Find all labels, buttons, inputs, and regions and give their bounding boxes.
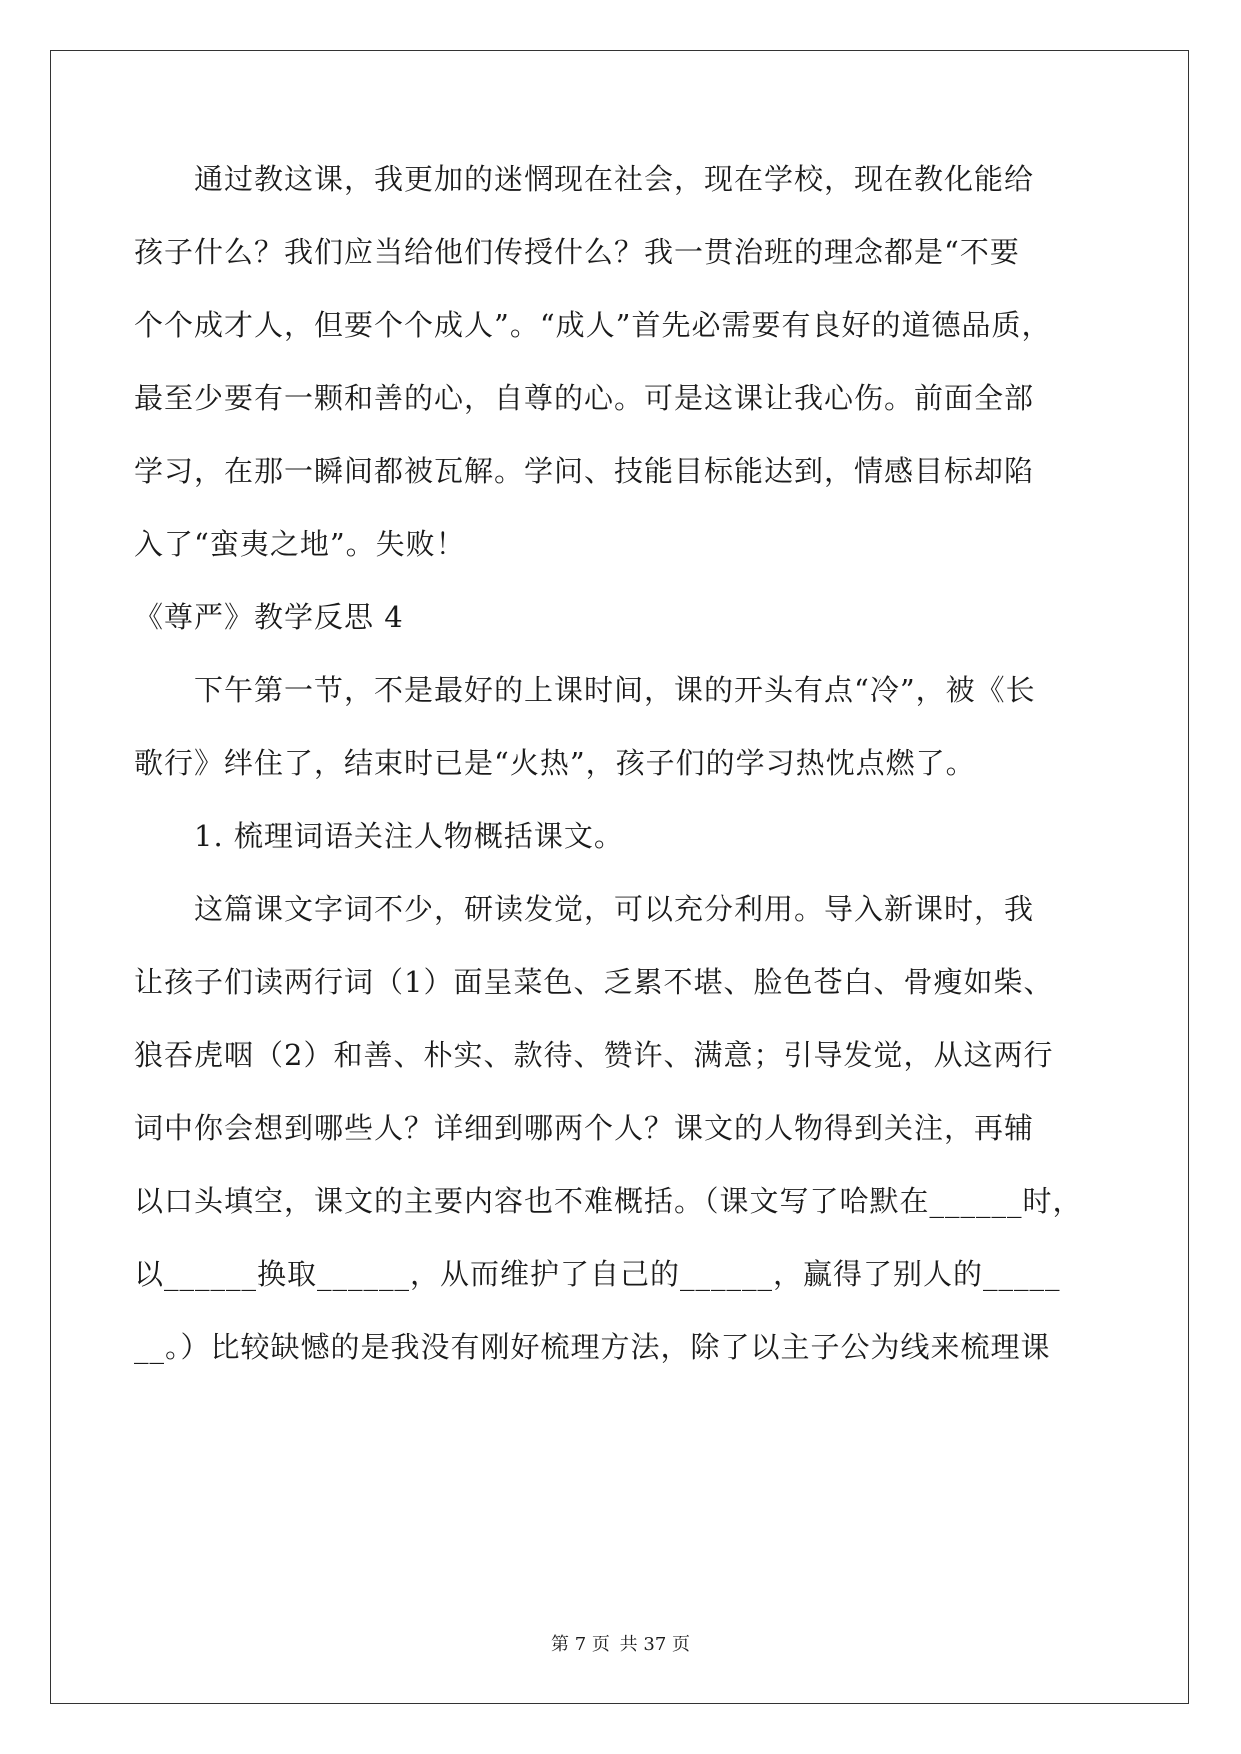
- paragraph-line: 学习，在那一瞬间都被瓦解。学问、技能目标能达到，情感目标却陷: [134, 454, 1035, 488]
- paragraph-line: 词中你会想到哪些人？详细到哪两个人？课文的人物得到关注，再辅: [134, 1111, 1035, 1145]
- paragraph-line: 歌行》绊住了，结束时已是“火热”，孩子们的学习热忱点燃了。: [134, 746, 976, 780]
- paragraph-line: 下午第一节，不是最好的上课时间，课的开头有点“冷”，被《长: [134, 673, 1036, 707]
- paragraph-line: __。）比较缺憾的是我没有刚好梳理方法，除了以主子公为线来梳理课: [134, 1330, 1051, 1364]
- paragraph-line: 以______换取______，从而维护了自己的______，赢得了别人的_____: [134, 1257, 1061, 1291]
- paragraph-line: 狼吞虎咽（2）和善、朴实、款待、赞许、满意；引导发觉，从这两行: [134, 1038, 1054, 1072]
- paragraph-line: 孩子什么？我们应当给他们传授什么？我一贯治班的理念都是“不要: [134, 235, 1020, 269]
- paragraph-line: 入了“蛮夷之地”。失败！: [134, 527, 466, 561]
- page-number: 第 7 页: [551, 1634, 610, 1655]
- paragraph-line: 个个成才人，但要个个成人”。“成人”首先必需要有良好的道德品质，: [134, 308, 1052, 342]
- paragraph-line: 通过教这课，我更加的迷惘现在社会，现在学校，现在教化能给: [134, 162, 1035, 196]
- page-total: 共 37 页: [619, 1634, 690, 1655]
- page-footer: [0, 1630, 1241, 1656]
- section-heading: 《尊严》教学反思 4: [134, 600, 404, 634]
- paragraph-line: 以口头填空，课文的主要内容也不难概括。（课文写了哈默在______时，: [134, 1184, 1083, 1218]
- paragraph-line: 1. 梳理词语关注人物概括课文。: [134, 819, 624, 853]
- paragraph-line: 最至少要有一颗和善的心，自尊的心。可是这课让我心伤。前面全部: [134, 381, 1035, 415]
- paragraph-line: 让孩子们读两行词（1）面呈菜色、乏累不堪、脸色苍白、骨瘦如柴、: [134, 965, 1054, 999]
- page-border: [50, 50, 1189, 1704]
- paragraph-line: 这篇课文字词不少，研读发觉，可以充分利用。导入新课时，我: [134, 892, 1035, 926]
